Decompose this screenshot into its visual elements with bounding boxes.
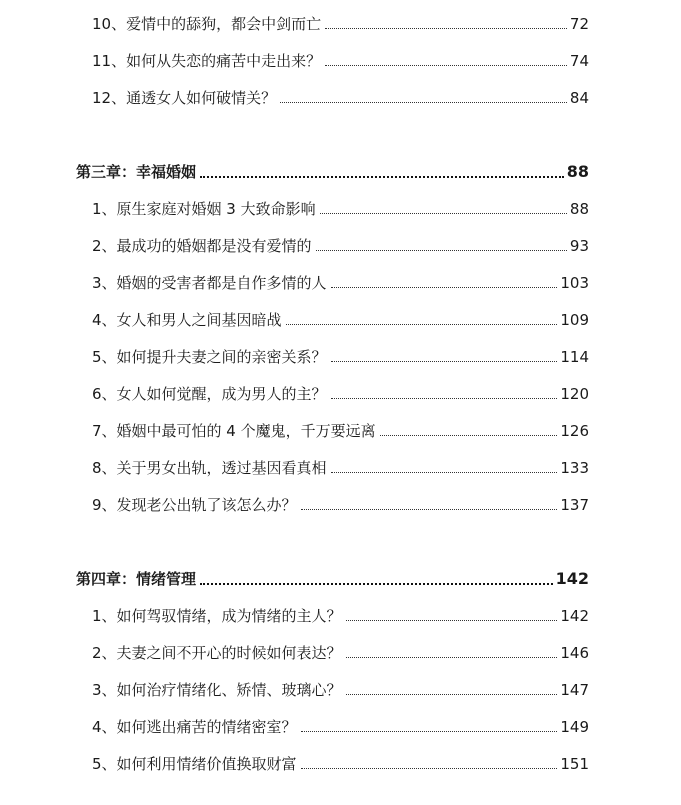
- toc-entry-page: 103: [560, 274, 589, 292]
- toc-entry-page: 126: [560, 422, 589, 440]
- toc-entry-page: 84: [569, 89, 589, 107]
- dot-leader: [331, 472, 558, 473]
- toc-entry[interactable]: [92, 309, 589, 331]
- toc-entry-title: 1、如何驾驭情绪，成为情绪的主人？: [92, 607, 342, 625]
- dot-leader: [320, 213, 567, 214]
- toc-entry[interactable]: [92, 457, 589, 479]
- toc-chapter-title: 第四章：情绪管理: [76, 570, 197, 588]
- toc-entry[interactable]: [92, 679, 589, 701]
- toc-entry-page: 142: [560, 607, 589, 625]
- dot-leader: [286, 324, 558, 325]
- toc-entry[interactable]: [92, 605, 589, 627]
- toc-chapter-title: 第三章：幸福婚姻: [76, 163, 197, 181]
- toc-entry-page: 147: [560, 681, 589, 699]
- toc-entry[interactable]: [92, 50, 589, 72]
- dot-leader: [380, 435, 558, 436]
- toc-entry[interactable]: [92, 272, 589, 294]
- dot-leader: [325, 28, 567, 29]
- dot-leader: [280, 102, 567, 103]
- toc-entry[interactable]: [92, 198, 589, 220]
- toc-entry-page: 133: [560, 459, 589, 477]
- toc-entry-page: 149: [560, 718, 589, 736]
- dot-leader: [301, 731, 558, 732]
- toc-entry-page: 114: [560, 348, 589, 366]
- toc-entry-title: 4、如何逃出痛苦的情绪密室？: [92, 718, 297, 736]
- toc-chapter-page: 142: [555, 569, 589, 588]
- toc-entry[interactable]: [92, 716, 589, 738]
- dot-leader: [301, 768, 558, 769]
- toc-entry-page: 146: [560, 644, 589, 662]
- toc-entry-title: 1、原生家庭对婚姻 3 大致命影响: [92, 200, 316, 218]
- dot-leader: [316, 250, 567, 251]
- toc-entry-title: 2、最成功的婚姻都是没有爱情的: [92, 237, 312, 255]
- dot-leader: [331, 287, 558, 288]
- toc-entry[interactable]: [92, 420, 589, 442]
- toc-entry[interactable]: [92, 494, 589, 516]
- toc-entry[interactable]: [92, 13, 589, 35]
- dot-leader: [325, 65, 567, 66]
- toc-entry[interactable]: [92, 383, 589, 405]
- toc-entry[interactable]: [92, 87, 589, 109]
- toc-entry-page: 137: [560, 496, 589, 514]
- dot-leader: [331, 361, 558, 362]
- toc-entry-title: 11、如何从失恋的痛苦中走出来？: [92, 52, 322, 70]
- toc-chapter-heading[interactable]: [76, 161, 589, 183]
- dot-leader: [346, 694, 558, 695]
- toc-entry-title: 6、女人如何觉醒，成为男人的主？: [92, 385, 327, 403]
- toc-entry-page: 120: [560, 385, 589, 403]
- dot-leader: [301, 509, 558, 510]
- toc-entry-title: 12、通透女人如何破情关？: [92, 89, 277, 107]
- toc-chapter-page: 88: [566, 162, 589, 181]
- toc-entry-page: 93: [569, 237, 589, 255]
- dot-leader: [346, 620, 558, 621]
- toc-entry[interactable]: [92, 753, 589, 775]
- dot-leader: [200, 176, 564, 178]
- toc-entry-title: 5、如何利用情绪价值换取财富: [92, 755, 297, 773]
- toc-entry-title: 8、关于男女出轨，透过基因看真相: [92, 459, 327, 477]
- dot-leader: [200, 583, 553, 585]
- toc-entry-page: 72: [569, 15, 589, 33]
- toc-entry[interactable]: [92, 642, 589, 664]
- dot-leader: [331, 398, 558, 399]
- toc-entry-page: 109: [560, 311, 589, 329]
- toc-entry[interactable]: [92, 346, 589, 368]
- toc-entry-title: 2、夫妻之间不开心的时候如何表达？: [92, 644, 342, 662]
- toc-entry-page: 74: [569, 52, 589, 70]
- toc-entry-title: 9、发现老公出轨了该怎么办？: [92, 496, 297, 514]
- toc-entry-title: 10、爱情中的舔狗，都会中剑而亡: [92, 15, 322, 33]
- toc-entry-title: 3、如何治疗情绪化、矫情、玻璃心？: [92, 681, 342, 699]
- toc-entry[interactable]: [92, 235, 589, 257]
- toc-entry-title: 3、婚姻的受害者都是自作多情的人: [92, 274, 327, 292]
- dot-leader: [346, 657, 558, 658]
- toc-entry-title: 7、婚姻中最可怕的 4 个魔鬼，千万要远离: [92, 422, 376, 440]
- toc-entry-title: 4、女人和男人之间基因暗战: [92, 311, 282, 329]
- toc-entry-page: 151: [560, 755, 589, 773]
- toc-entry-page: 88: [569, 200, 589, 218]
- toc-entry-title: 5、如何提升夫妻之间的亲密关系？: [92, 348, 327, 366]
- toc-chapter-heading[interactable]: [76, 568, 589, 590]
